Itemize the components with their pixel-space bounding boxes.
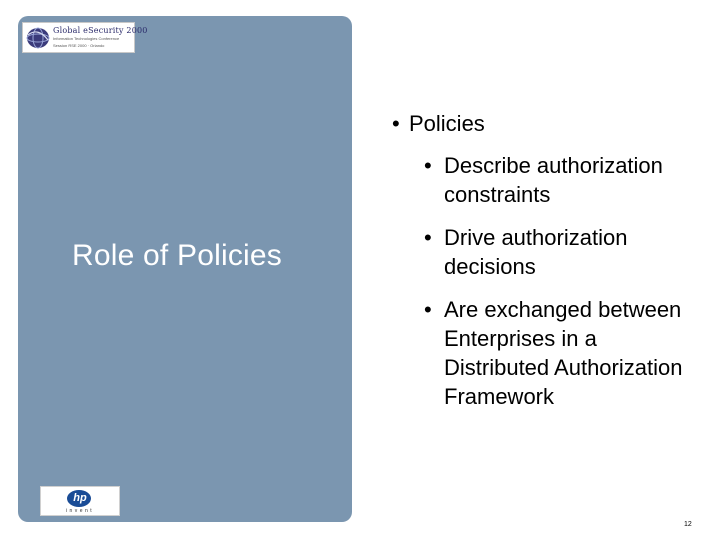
bullet-dot: • bbox=[424, 153, 432, 178]
sub-bullet bbox=[424, 295, 704, 411]
hp-logo bbox=[40, 486, 120, 516]
globe-icon bbox=[26, 26, 50, 50]
bullet-main bbox=[392, 109, 485, 138]
bullet-dot: • bbox=[392, 111, 400, 136]
sub-bullet-text: Are exchanged between Enterprises in a Distributed Authorization Framework bbox=[444, 297, 683, 409]
sub-bullet-text: Drive authorization decisions bbox=[444, 225, 628, 279]
hp-mark: hp bbox=[73, 492, 87, 504]
sub-bullet-text: Describe authorization constraints bbox=[444, 153, 663, 207]
conference-logo bbox=[22, 22, 148, 53]
conference-brand: Global eSecurity 2000 bbox=[53, 26, 148, 35]
bullet-dot: • bbox=[424, 225, 432, 250]
page-number: 12 bbox=[684, 521, 692, 528]
sub-bullet bbox=[424, 223, 704, 281]
hp-tagline: invent bbox=[65, 508, 95, 514]
slide-title: Role of Policies bbox=[72, 239, 282, 272]
conference-venue: Session RSE 2000 · Orlando bbox=[53, 43, 105, 48]
sub-bullet bbox=[424, 151, 704, 209]
bullet-main-text: Policies bbox=[409, 111, 485, 136]
conference-tagline: Information Technologies Conference bbox=[53, 36, 120, 41]
bullet-dot: • bbox=[424, 297, 432, 322]
